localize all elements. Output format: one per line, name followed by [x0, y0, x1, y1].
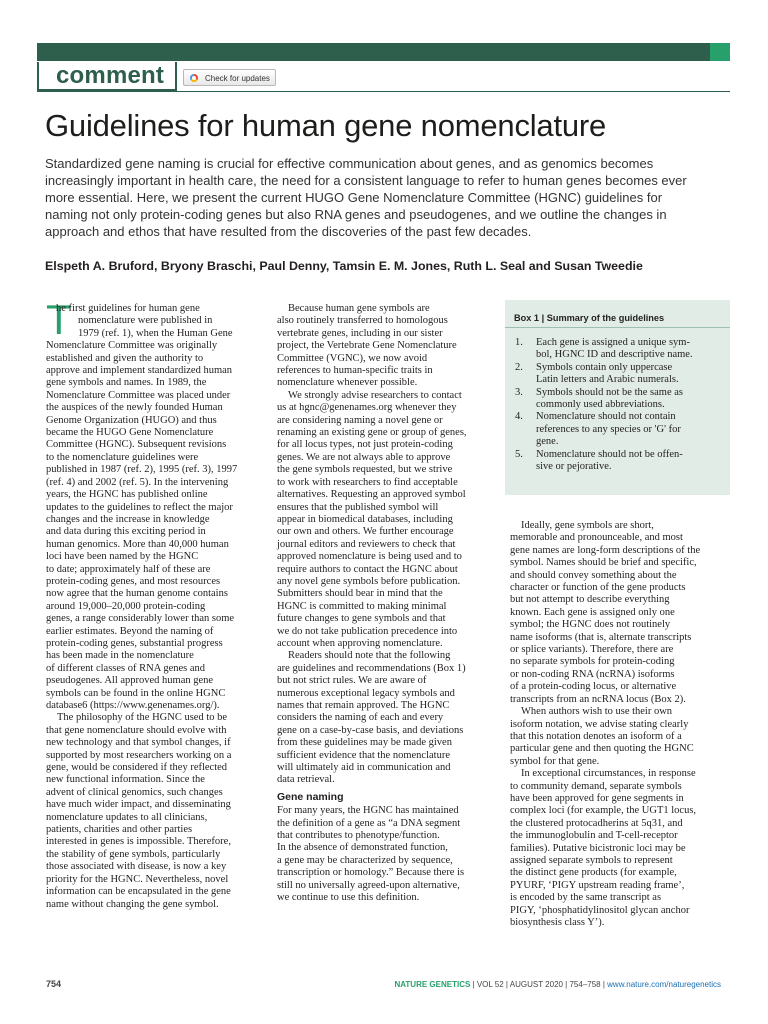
text-line: patients, charities and other parties: [46, 824, 193, 836]
article-title: Guidelines for human gene nomenclature: [45, 108, 607, 143]
standfirst-line: Standardized gene naming is crucial for effective communication about genes, and as genomics becomes: [45, 156, 654, 171]
text-line: have much wider impact, and disseminating: [46, 799, 231, 811]
text-line: gene symbols and names. In 1989, the: [46, 377, 207, 389]
text-line: account when approving nomenclature.: [277, 637, 443, 649]
text-line: priority for the HGNC. Nevertheless, novel: [46, 873, 229, 885]
box-1-header: [505, 308, 730, 328]
text-line: will ultimately aid in communication and: [277, 762, 451, 774]
text-line: Nomenclature Committee was placed under: [46, 389, 231, 401]
text-line: protein-coding genes, substantial progress: [46, 637, 223, 649]
item-text-line: Nomenclature should not be offen-: [536, 448, 683, 460]
text-line: Nomenclature Committee was originally: [46, 340, 218, 352]
text-line: project, the Vertebrate Gene Nomenclature: [277, 340, 457, 352]
text-line: renaming an existing gene or group of genes,: [277, 427, 467, 439]
text-line: still no universally agreed-upon alternative,: [277, 879, 460, 891]
issue-info: | VOL 52 | AUGUST 2020 | 754–758 |: [470, 980, 608, 989]
text-line: PIGY, ‘phosphatidylinositol glycan anchor: [510, 904, 690, 916]
text-line: symbol. Names should be brief and specific,: [510, 557, 697, 569]
item-text-line: references to any species or 'G' for: [536, 423, 681, 435]
text-line: symbol; the HGNC does not routinely: [510, 619, 671, 631]
text-line: established and given the authority to: [46, 352, 204, 364]
text-line: around 19,000–20,000 protein-coding: [46, 600, 206, 612]
box-1-label: Box 1: [514, 313, 540, 323]
text-line: names that remain approved. The HGNC: [277, 700, 450, 711]
text-line: genes, a range considerably lower than some: [46, 613, 235, 625]
text-line: human genomics. More than 40,000 human: [46, 538, 229, 550]
text-line: database6 (https://www.genenames.org/).: [46, 700, 220, 711]
text-line: In exceptional circumstances, in response: [521, 768, 696, 780]
text-line: are guidelines and recommendations (Box 1): [277, 662, 466, 674]
text-line: gene, would be considered if they reflected: [46, 762, 228, 774]
journal-info: [394, 980, 721, 989]
text-line: advent of clinical genomics, such changes: [46, 786, 223, 798]
column-1: [46, 303, 276, 911]
text-line: transcription or homology.” Because there is: [277, 867, 465, 879]
text-line: supported by most researchers working on a: [46, 749, 232, 761]
text-line: symbols can be found in the online HGNC: [46, 687, 226, 699]
item-text-line: gene.: [536, 436, 559, 448]
text-line: data retrieval.: [277, 774, 335, 786]
box-1-item: [515, 337, 725, 362]
item-text-line: commonly used abbreviations.: [536, 399, 665, 411]
text-line: nomenclature updates to all clinicians,: [46, 811, 208, 823]
text-line: we continue to use this definition.: [277, 892, 420, 904]
text-line: to work with researchers to find acceptable: [277, 476, 458, 488]
box-1-item: [515, 387, 725, 412]
text-line: known. Each gene is assigned only one: [510, 606, 675, 618]
text-line: us at hgnc@genenames.org whenever they: [277, 402, 457, 414]
standfirst-line: more essential. Here, we present the current HUGO Gene Nomenclature Committee (HGNC) guidelines for: [45, 190, 663, 205]
text-line: complex loci (for example, the UGT1 locus,: [510, 805, 697, 817]
text-line: In the absence of demonstrated function,: [277, 842, 448, 854]
text-line: Ideally, gene symbols are short,: [521, 520, 654, 531]
page-footer: [46, 979, 721, 991]
text-line: now agree that the human genome contains: [46, 588, 228, 600]
text-line: any novel gene symbols before publication.: [277, 575, 461, 587]
text-line: symbol for that gene.: [510, 755, 600, 767]
box-1-item: [515, 362, 725, 387]
standfirst-line: increasingly important in health care, the need for a consistent language to refer to human genes becomes ever: [45, 173, 687, 188]
text-line: transcripts from an ncRNA locus (Box 2).: [510, 693, 686, 705]
text-line: he first guidelines for human gene: [56, 303, 200, 314]
text-line: updates to the guidelines to reflect the major: [46, 501, 233, 513]
text-line: approve and implement standardized human: [46, 365, 233, 377]
text-line: that gene nomenclature should evolve with: [46, 724, 227, 736]
header-rule: [37, 91, 730, 92]
text-line: to date; approximately half of these are: [46, 563, 211, 575]
standfirst-line: approach and ethos that have resulted from the discoveries of the past few decades.: [45, 224, 532, 239]
text-line: sufficient evidence that the nomenclature: [277, 749, 450, 761]
box-1-separator: |: [539, 313, 547, 323]
text-line: pseudogenes. All approved human gene: [46, 675, 214, 687]
text-line: genes. We are not always able to approve: [277, 451, 451, 463]
text-line: The philosophy of the HGNC used to be: [57, 712, 228, 724]
text-line: Submitters should bear in mind that the: [277, 588, 443, 600]
text-line: information can be encapsulated in the gene: [46, 886, 231, 898]
item-text-line: bol, HGNC ID and descriptive name.: [536, 349, 693, 361]
text-line: earlier estimates. Beyond the naming of: [46, 625, 214, 637]
box-1-title: Summary of the guidelines: [546, 313, 665, 323]
text-line: loci have been named by the HGNC: [46, 551, 199, 563]
text-line: memorable and pronounceable, and most: [510, 532, 683, 544]
text-line: Readers should note that the following: [288, 650, 451, 662]
text-line: alternatives. Requesting an approved symbol: [277, 489, 466, 501]
author-list: Elspeth A. Bruford, Bryony Braschi, Paul Denny, Tamsin E. M. Jones, Ruth L. Seal and Susan Tweedie: [45, 259, 643, 273]
text-line: the stability of gene symbols, particularly: [46, 848, 221, 860]
text-line: but not attempt to describe everything: [510, 594, 670, 606]
text-line: future changes to gene symbols and that: [277, 613, 446, 625]
journal-name: NATURE GENETICS: [394, 980, 471, 989]
text-line: interested in genes is impossible. Therefore,: [46, 836, 231, 848]
text-line: and data during this exciting period in: [46, 526, 206, 538]
box-1-list: [515, 337, 725, 473]
column-3: [510, 520, 725, 929]
text-line: the immunoglobulin and T-cell-receptor: [510, 830, 678, 842]
text-line: to community demand, separate symbols: [510, 780, 682, 792]
text-line: For many years, the HGNC has maintained: [277, 805, 459, 817]
text-line: require authors to contact the HGNC about: [277, 563, 458, 575]
text-line: have been approved for gene segments in: [510, 792, 684, 804]
item-text-line: sive or pejorative.: [536, 461, 612, 473]
text-line: appear in biomedical databases, including: [277, 513, 453, 525]
section-subhead: Gene naming: [277, 790, 344, 803]
text-line: are considering naming a novel gene or: [277, 414, 443, 426]
box-1-item: [515, 411, 725, 448]
text-line: published in 1987 (ref. 2), 1995 (ref. 3), 1997: [46, 464, 238, 476]
item-text-line: Nomenclature should not contain: [536, 411, 676, 423]
text-line: is encoded by the same transcript as: [510, 892, 662, 904]
section-label: comment: [37, 62, 177, 91]
text-line: gene on a case-by-case basis, and deviations: [277, 724, 464, 736]
text-line: assigned separate symbols to represent: [510, 854, 673, 866]
text-line: particular gene and then quoting the HGNC: [510, 743, 694, 755]
text-line: When authors wish to use their own: [521, 706, 673, 718]
item-number: 2.: [515, 361, 523, 373]
text-line: the distinct gene products (for example,: [510, 867, 677, 879]
item-number: 5.: [515, 448, 523, 460]
text-line: Committee (VGNC), we now avoid: [277, 352, 428, 364]
text-line: and should convey something about the: [510, 569, 677, 581]
text-line: or splice variants). Therefore, there are: [510, 644, 674, 656]
text-line: the auspices of the newly founded Human: [46, 402, 223, 414]
text-line: that contributes to phenotype/function.: [277, 830, 440, 842]
text-line: Genome Organization (HUGO) and thus: [46, 414, 217, 426]
text-line: We strongly advise researchers to contact: [288, 389, 462, 401]
item-number: 3.: [515, 386, 523, 398]
item-text-line: Symbols should not be the same as: [536, 386, 683, 398]
text-line: the clustered protocadherins at 5q31, and: [510, 817, 683, 829]
text-line: families). Putative bicistronic loci may be: [510, 842, 686, 854]
page-number: 754: [46, 979, 62, 989]
standfirst: [45, 155, 735, 240]
check-for-updates-button[interactable]: [183, 69, 276, 86]
text-line: name without changing the gene symbol.: [46, 898, 219, 910]
text-line: no separate symbols for protein-coding: [510, 656, 675, 668]
text-line: journal editors and reviewers to check that: [277, 538, 456, 550]
text-line: isoform notation, we advise stating clearly: [510, 718, 689, 730]
top-color-bar: [37, 43, 730, 61]
text-line: also routinely transferred to homologous: [277, 315, 448, 327]
crossmark-icon: [190, 74, 198, 82]
text-line: considers the naming of each and every: [277, 712, 444, 724]
item-number: 4.: [515, 411, 523, 423]
text-line: new technology and that symbol changes, if: [46, 737, 231, 749]
text-line: PYURF, ‘PIGY upstream reading frame’,: [510, 879, 685, 891]
text-line: references to human-specific traits in: [277, 365, 433, 377]
text-line: that this notation denotes an isoform of a: [510, 730, 682, 742]
text-line: Committee (HGNC). Subsequent revisions: [46, 439, 227, 451]
text-line: name isoforms (that is, alternate transcripts: [510, 631, 692, 643]
item-text-line: Latin letters and Arabic numerals.: [536, 374, 679, 386]
text-line: gene names are long-form descriptions of the: [510, 544, 701, 556]
text-line: Because human gene symbols are: [288, 303, 430, 314]
top-bar-accent: [710, 43, 730, 61]
box-1-item: [515, 449, 725, 474]
text-line: or non-coding RNA (ncRNA) isoforms: [510, 668, 675, 680]
item-text-line: Symbols contain only uppercase: [536, 361, 673, 373]
text-line: nomenclature whenever possible.: [277, 377, 418, 389]
text-line: years, the HGNC has published online: [46, 489, 208, 501]
item-number: 1.: [515, 337, 523, 348]
text-line: numerous exceptional legacy symbols and: [277, 687, 455, 699]
text-line: approved nomenclature is being used and to: [277, 551, 462, 563]
journal-url[interactable]: www.nature.com/naturegenetics: [607, 980, 721, 989]
box-1: [505, 300, 730, 495]
standfirst-line: naming not only protein-coding genes but also RNA genes and pseudogenes, and we outline the changes in: [45, 207, 667, 222]
text-line: for all locus types, not just protein-coding: [277, 439, 453, 451]
text-line: biosynthesis class Y’).: [510, 917, 605, 928]
text-line: the gene symbols requested, but we strive: [277, 464, 453, 476]
drop-cap: T: [46, 296, 72, 343]
text-line: a gene may be characterized by sequence,: [277, 854, 453, 866]
text-line: HGNC is committed to making minimal: [277, 600, 447, 612]
text-line: became the HUGO Gene Nomenclature: [46, 427, 214, 439]
text-line: the definition of a gene as “a DNA segment: [277, 817, 461, 829]
text-line: nomenclature were published in: [78, 315, 213, 327]
text-line: of a protein-coding locus, or alternative: [510, 681, 677, 693]
text-line: has been made in the nomenclature: [46, 650, 194, 662]
text-line: character or function of the gene products: [510, 582, 686, 594]
text-line: 1979 (ref. 1), when the Human Gene: [78, 327, 233, 339]
check-for-updates-label: Check for updates: [205, 74, 270, 83]
text-line: of different classes of RNA genes and: [46, 662, 206, 674]
text-line: ensures that the published symbol will: [277, 501, 439, 513]
text-line: (ref. 4) and 2002 (ref. 5). In the intervening: [46, 476, 229, 488]
text-line: but not strict rules. We are aware of: [277, 675, 427, 687]
text-line: changes and the increase in knowledge: [46, 513, 210, 525]
text-line: protein-coding genes, and most resources: [46, 575, 221, 587]
text-line: those associated with disease, is now a key: [46, 861, 227, 873]
text-line: to the nomenclature guidelines were: [46, 451, 199, 463]
text-line: our own and others. We further encourage: [277, 526, 454, 538]
text-line: new functional information. Since the: [46, 774, 205, 786]
item-text-line: Each gene is assigned a unique sym-: [536, 337, 690, 348]
column-2: [277, 303, 507, 905]
text-line: vertebrate genes, including in our sister: [277, 327, 443, 339]
text-line: we do not take publication precedence into: [277, 625, 458, 637]
text-line: from these guidelines may be made given: [277, 737, 452, 749]
